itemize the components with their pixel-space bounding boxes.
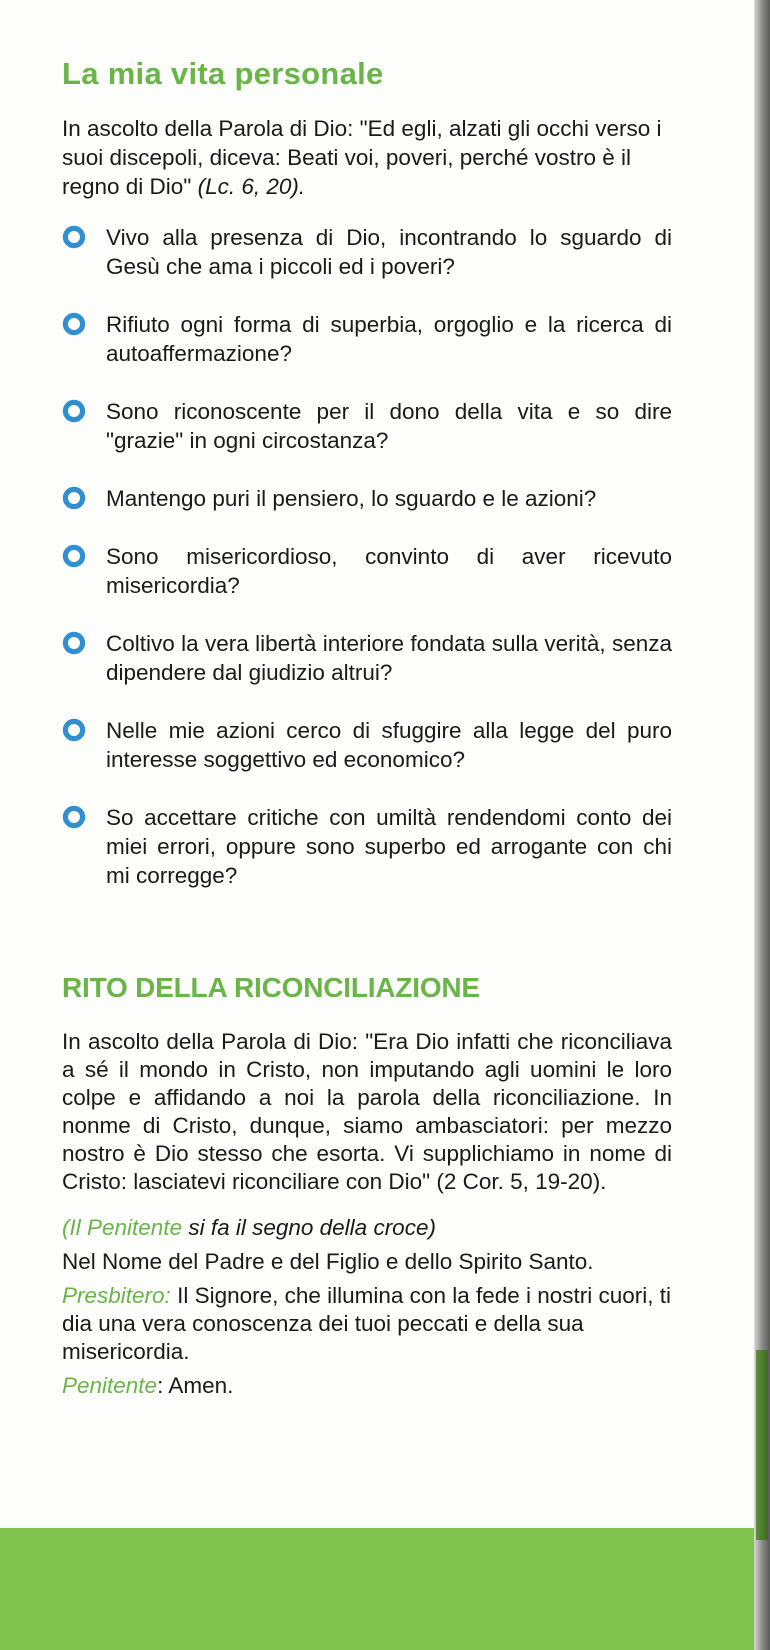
bottom-green-band xyxy=(0,1528,755,1650)
circle-bullet-icon xyxy=(62,312,86,336)
penitent-text: : Amen. xyxy=(157,1373,234,1398)
priest-text: Il Signore, che illumina con la fede i nostri cuori, ti dia una vera conoscenza dei tuoi peccati e della sua misericordia. xyxy=(62,1283,672,1364)
examination-questions xyxy=(62,223,672,890)
rubric-rest: si fa il segno della croce) xyxy=(182,1215,436,1240)
intro-reference: (Lc. 6, 20). xyxy=(197,174,306,199)
penitent-line xyxy=(62,1372,672,1400)
circle-bullet-icon xyxy=(62,805,86,829)
question-item xyxy=(62,629,672,687)
question-text: Sono riconoscente per il dono della vita e so dire "grazie" in ogni circostanza? xyxy=(106,399,672,453)
question-item xyxy=(62,310,672,368)
rubric-open-paren: ( xyxy=(62,1215,70,1240)
rubric-line xyxy=(62,1214,672,1242)
circle-bullet-icon xyxy=(62,718,86,742)
circle-bullet-icon xyxy=(62,486,86,510)
question-text: Nelle mie azioni cerco di sfuggire alla legge del puro interesse soggettivo ed economico? xyxy=(106,718,672,772)
question-item xyxy=(62,484,672,513)
circle-bullet-icon xyxy=(62,399,86,423)
sign-of-cross-line: Nel Nome del Padre e del Figlio e dello Spirito Santo. xyxy=(62,1249,594,1274)
question-item xyxy=(62,803,672,890)
question-text: Sono misericordioso, convinto di aver ricevuto misericordia? xyxy=(106,544,672,598)
section-title-personal-life: La mia vita personale xyxy=(62,56,384,91)
question-item xyxy=(62,542,672,600)
circle-bullet-icon xyxy=(62,544,86,568)
question-text: So accettare critiche con umiltà rendendomi conto dei miei errori, oppure sono superbo ed arrogante con chi mi corregge? xyxy=(106,805,672,888)
intro-paragraph xyxy=(62,114,672,201)
reconciliation-scripture-paragraph: In ascolto della Parola di Dio: "Era Dio infatti che riconciliava a sé il mondo in Cristo, non imputando agli uomini le loro colpe e affidando a noi la parola della riconciliazione. In nonme di Cristo, dunque, siamo ambasciatori: per mezzo nostro è Dio stesso che esorta. Vi supplichiamo in nome di Cristo: lasciatevi riconciliare con Dio" (2 Cor. 5, 19-20). xyxy=(62,1029,672,1194)
question-text: Coltivo la vera libertà interiore fondata sulla verità, senza dipendere dal giudizio altrui? xyxy=(106,631,672,685)
penitent-label: Penitente xyxy=(62,1373,158,1398)
rubric-role: Il Penitente xyxy=(69,1215,183,1240)
question-item xyxy=(62,716,672,774)
priest-line xyxy=(62,1282,672,1366)
circle-bullet-icon xyxy=(62,225,86,249)
rite-dialogue xyxy=(62,1214,672,1400)
question-text: Mantengo puri il pensiero, lo sguardo e le azioni? xyxy=(106,486,597,511)
question-text: Vivo alla presenza di Dio, incontrando lo sguardo di Gesù che ama i piccoli ed i poveri? xyxy=(106,225,672,279)
priest-label: Presbitero: xyxy=(62,1283,171,1308)
question-item xyxy=(62,397,672,455)
section-title-reconciliation-rite: RITO DELLA RICONCILIAZIONE xyxy=(62,972,480,1003)
content-area xyxy=(62,56,672,1406)
question-text: Rifiuto ogni forma di superbia, orgoglio e la ricerca di autoaffermazione? xyxy=(106,312,672,366)
intro-text: In ascolto della Parola di Dio: "Ed egli, alzati gli occhi verso i suoi discepoli, diceva: Beati voi, poveri, perché vostro è il regno di Dio" xyxy=(62,116,662,199)
question-item xyxy=(62,223,672,281)
page-edge-green-strip xyxy=(756,1350,768,1540)
circle-bullet-icon xyxy=(62,631,86,655)
